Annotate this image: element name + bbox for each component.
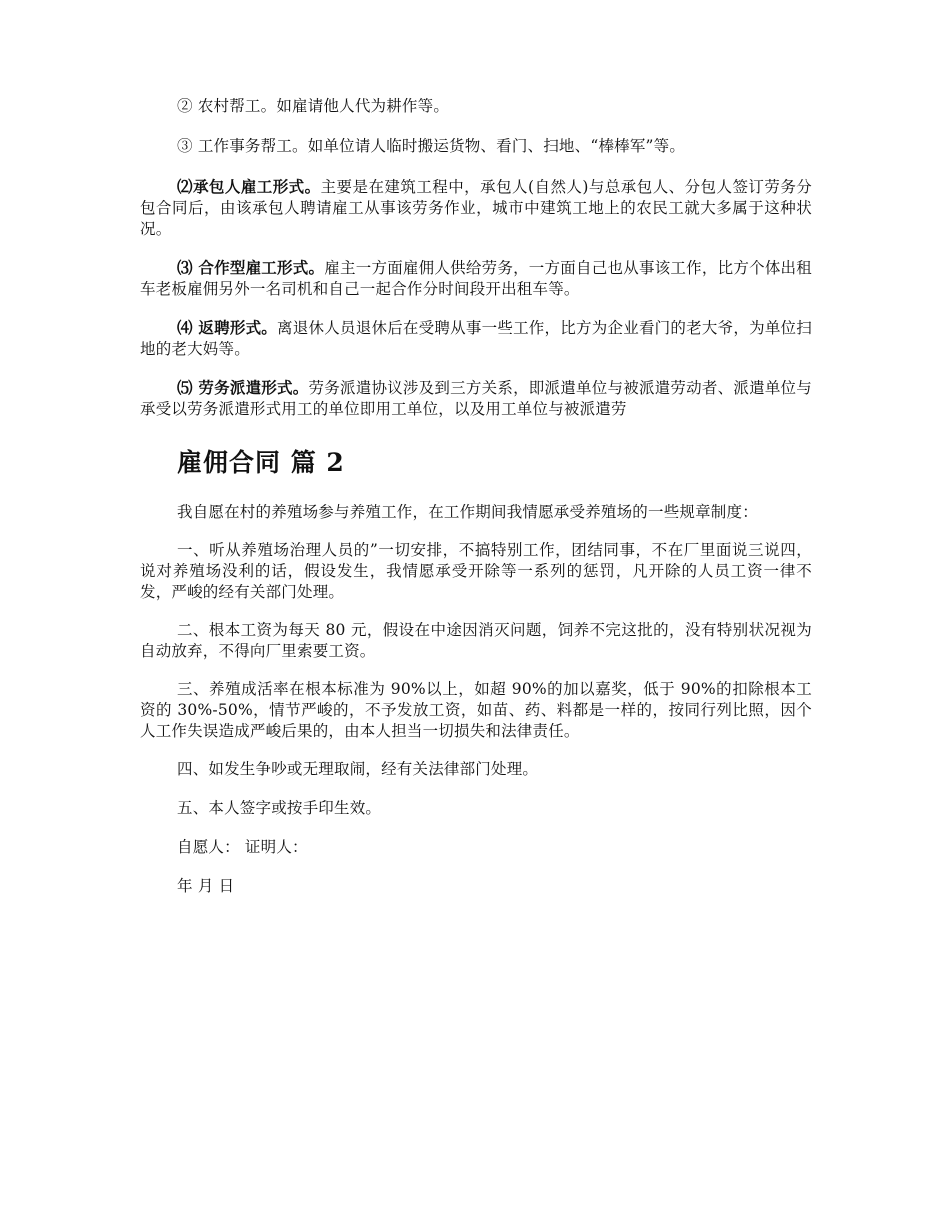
- date-line: 年 月 日: [177, 877, 235, 895]
- paragraph-dispatch-form: [140, 377, 812, 420]
- paragraph-body: 主要是在建筑工程中，承包人(自然人)与总承包人、分包人签订劳务分包合同后，由该承包人聘请雇工从事该劳务作业，城市中建筑工地上的农民工就大多属于这种状况。: [140, 178, 812, 238]
- paragraph-clause-4: 四、如发生争吵或无理取闹，经有关法律部门处理。: [177, 760, 539, 778]
- signature-line: 自愿人： 证明人：: [177, 838, 308, 856]
- list-item-rural-help: ② 农村帮工。如雇请他人代为耕作等。: [177, 97, 450, 115]
- paragraph-rehire-form: [140, 317, 812, 360]
- paragraph-clause-5: 五、本人签字或按手印生效。: [177, 799, 382, 817]
- document-body: [140, 96, 812, 915]
- paragraph-lead: ⑵承包人雇工形式。: [177, 177, 321, 196]
- paragraph-intro: 我自愿在村的养殖场参与养殖工作，在工作期间我情愿承受养殖场的一些规章制度：: [177, 503, 758, 521]
- paragraph-cooperative-form: [140, 257, 812, 300]
- paragraph-clause-1: 一、听从养殖场治理人员的”一切安排，不搞特别工作，团结同事，不在厂里面说三说四，说对养殖场没利的话，假设发生，我情愿承受开除等一系列的惩罚，凡开除的人员工资一律不发，严峻的经有关部门处理。: [140, 541, 812, 601]
- paragraph-lead: ⑷ 返聘形式。: [177, 318, 278, 337]
- paragraph-contractor-form: [140, 176, 812, 240]
- paragraph-lead: ⑸ 劳务派遣形式。: [177, 378, 309, 397]
- paragraph-clause-3: 三、养殖成活率在根本标准为 90%以上，如超 90%的加以嘉奖，低于 90%的扣除根本工资的 30%-50%，情节严峻的，不予发放工资，如苗、药、料都是一样的，按同行列比照，因个人工作失误造成严峻后果的，由本人担当一切损失和法律责任。: [140, 680, 812, 740]
- list-item-work-help: ③ 工作事务帮工。如单位请人临时搬运货物、看门、扫地、“棒棒军”等。: [177, 137, 686, 155]
- paragraph-body: 劳务派遣协议涉及到三方关系，即派遣单位与被派遣劳动者、派遣单位与承受以劳务派遣形式用工的单位即用工单位，以及用工单位与被派遣劳: [140, 379, 812, 418]
- paragraph-lead: ⑶ 合作型雇工形式。: [177, 258, 325, 277]
- paragraph-body: 雇主一方面雇佣人供给劳务，一方面自己也从事该工作，比方个体出租车老板雇佣另外一名司机和自己一起合作分时间段开出租车等。: [140, 259, 812, 298]
- paragraph-body: 离退休人员退休后在受聘从事一些工作，比方为企业看门的老大爷，为单位扫地的老大妈等。: [140, 319, 812, 358]
- section-heading: 雇佣合同 篇 2: [177, 448, 345, 477]
- paragraph-clause-2: 二、根本工资为每天 80 元，假设在中途因消灭问题，饲养不完这批的，没有特别状况视为自动放弃，不得向厂里索要工资。: [140, 621, 812, 660]
